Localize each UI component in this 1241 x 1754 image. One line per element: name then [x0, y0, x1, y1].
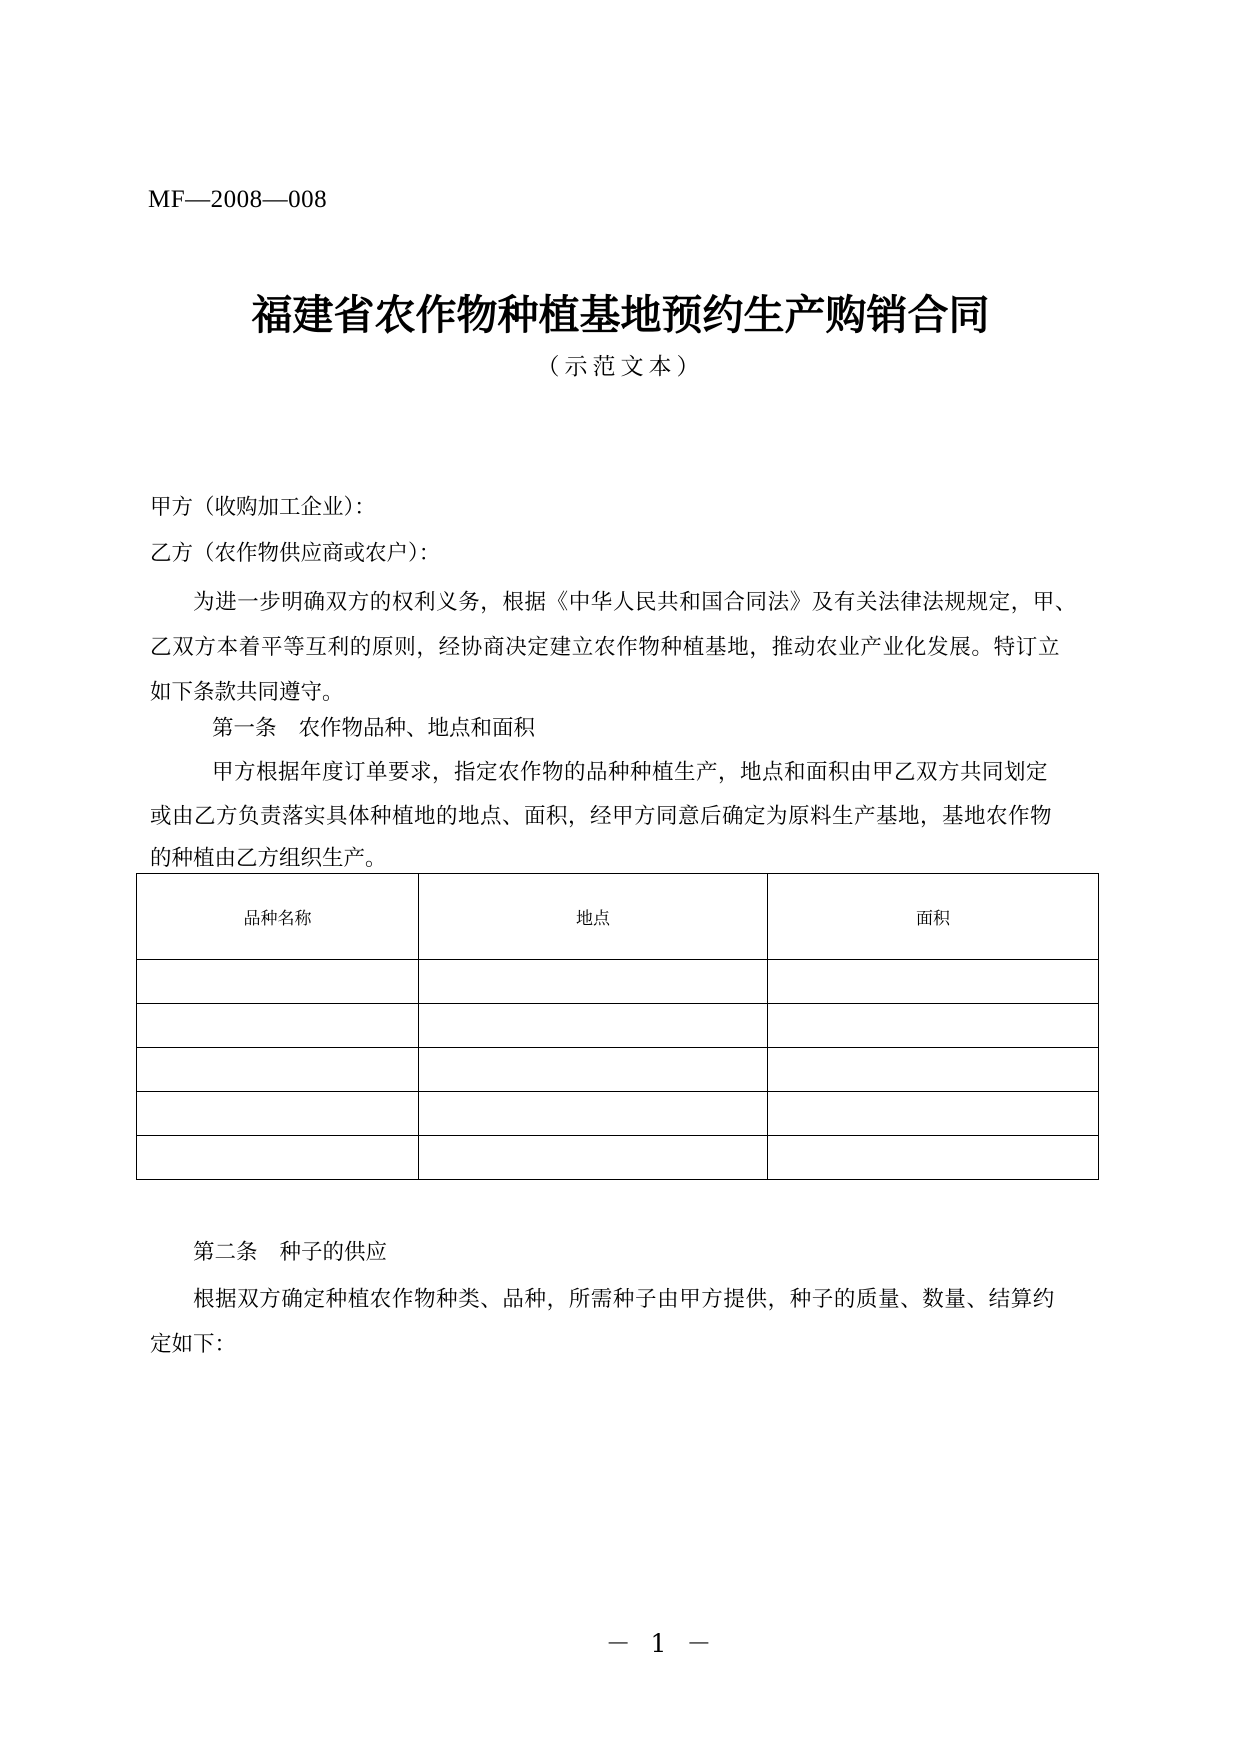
party-a-label: 甲方（收购加工企业）： — [150, 495, 376, 520]
article-2-number: 第二条 — [193, 1240, 258, 1265]
page-number: － 1 － — [605, 1629, 718, 1658]
table-cell — [419, 1092, 768, 1136]
document-code: MF—2008—008 — [148, 186, 328, 213]
table-cell — [137, 1004, 419, 1048]
table-cell — [768, 1048, 1099, 1092]
table-cell — [137, 960, 419, 1004]
article-1-line: 甲方根据年度订单要求，指定农作物的品种种植生产，地点和面积由甲乙双方共同划定 — [212, 760, 1049, 785]
table-row — [137, 1092, 1099, 1136]
article-2-line: 定如下： — [150, 1332, 237, 1357]
column-header-variety: 品种名称 — [137, 874, 419, 960]
article-1-number: 第一条 — [212, 716, 277, 741]
article-1-line: 的种植由乙方组织生产。 — [150, 846, 387, 871]
article-1-title: 农作物品种、地点和面积 — [298, 716, 536, 741]
article-1-line: 或由乙方负责落实具体种植地的地点、面积，经甲方同意后确定为原料生产基地，基地农作物 — [150, 804, 1053, 829]
table-header-row — [137, 874, 1099, 960]
column-header-area: 面积 — [768, 874, 1099, 960]
table-cell — [419, 1048, 768, 1092]
table-row — [137, 1004, 1099, 1048]
table-cell — [137, 1048, 419, 1092]
table-row — [137, 1136, 1099, 1180]
table-cell — [768, 960, 1099, 1004]
table-cell — [137, 1092, 419, 1136]
table-row — [137, 1048, 1099, 1092]
column-header-location: 地点 — [419, 874, 768, 960]
table-cell — [419, 960, 768, 1004]
article-2-line: 根据双方确定种植农作物种类、品种，所需种子由甲方提供，种子的质量、数量、结算约 — [193, 1287, 1055, 1312]
article-1-heading — [212, 718, 535, 740]
article-2-title: 种子的供应 — [279, 1240, 388, 1265]
preamble-line: 乙双方本着平等互利的原则，经协商决定建立农作物种植基地，推动农业产业化发展。特订立 — [150, 635, 1061, 660]
table-cell — [419, 1004, 768, 1048]
table-cell — [419, 1136, 768, 1180]
table-cell — [768, 1004, 1099, 1048]
preamble-line: 如下条款共同遵守。 — [150, 680, 344, 705]
table-row — [137, 960, 1099, 1004]
article-2-heading — [193, 1242, 387, 1264]
table-cell — [768, 1136, 1099, 1180]
document-subtitle: （示范文本） — [536, 354, 705, 380]
crop-table — [136, 873, 1099, 1180]
table-cell — [768, 1092, 1099, 1136]
table-cell — [137, 1136, 419, 1180]
document-title: 福建省农作物种植基地预约生产购销合同 — [251, 291, 990, 339]
preamble-line: 为进一步明确双方的权利义务，根据《中华人民共和国合同法》及有关法律法规规定，甲、 — [193, 590, 1078, 615]
party-b-label: 乙方（农作物供应商或农户）： — [150, 541, 441, 566]
